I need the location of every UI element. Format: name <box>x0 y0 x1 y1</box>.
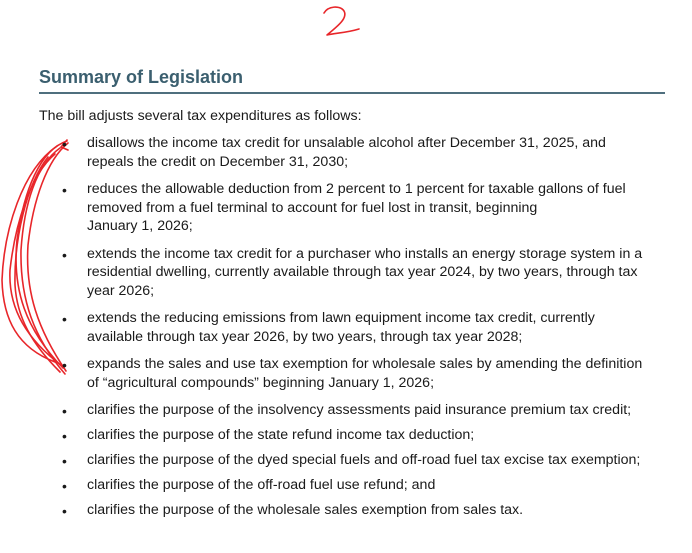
list-item-text-line: January 1, 2026; <box>87 218 193 234</box>
list-item <box>58 180 668 236</box>
list-item-text-line: clarifies the purpose of the wholesale sales exemption from sales tax. <box>87 502 524 518</box>
list-item <box>58 355 668 392</box>
list-item <box>58 451 668 470</box>
list-item <box>58 476 668 495</box>
list-item-text-line: available through tax year 2026, by two years, through tax year 2028; <box>87 328 523 345</box>
list-item-text-line: disallows the income tax credit for unsalable alcohol after December 31, 2025, and <box>87 135 606 151</box>
list-item-text-line: clarifies the purpose of the dyed special fuels and off-road fuel tax excise tax exemption; <box>87 452 641 468</box>
bullet-dot-icon: • <box>62 357 67 373</box>
bullet-dot-icon: • <box>62 503 67 519</box>
list-item-text-line: residential dwelling, currently available through tax year 2024, by two years, through tax <box>87 264 638 280</box>
bullet-dot-icon: • <box>62 428 67 444</box>
section-heading: Summary of Legislation <box>39 64 665 94</box>
list-item <box>58 309 668 346</box>
list-item-text-line: clarifies the purpose of the off-road fuel use refund; and <box>87 477 436 493</box>
list-item <box>58 401 668 420</box>
list-item-text-line: year 2026; <box>87 282 155 299</box>
bullet-dot-icon: • <box>62 182 67 198</box>
list-item <box>58 501 668 520</box>
list-item-text-line: repeals the credit on December 31, 2030; <box>87 153 349 170</box>
intro-paragraph: The bill adjusts several tax expenditures as follows: <box>39 108 362 124</box>
list-item-text-line: expands the sales and use tax exemption for wholesale sales by amending the definition <box>87 356 643 372</box>
list-item-text-line: of “agricultural compounds” beginning January 1, 2026; <box>87 374 435 391</box>
bullet-dot-icon: • <box>62 246 67 263</box>
bullet-dot-icon: • <box>62 403 67 419</box>
handwritten-page-number-mark <box>324 7 359 35</box>
list-item <box>58 134 668 171</box>
bullet-dot-icon: • <box>62 453 67 469</box>
list-item-text-line: reduces the allowable deduction from 2 percent to 1 percent for taxable gallons of fuel <box>87 181 626 197</box>
bullet-dot-icon: • <box>62 136 67 152</box>
bullet-dot-icon: • <box>62 478 67 494</box>
list-item-text-line: extends the reducing emissions from lawn equipment income tax credit, currently <box>87 310 595 326</box>
bullet-dot-icon: • <box>62 311 67 327</box>
summary-bullet-list <box>58 134 668 526</box>
list-item-text-line: clarifies the purpose of the state refund income tax deduction; <box>87 427 475 443</box>
list-item-text-line: clarifies the purpose of the insolvency assessments paid insurance premium tax credit; <box>87 402 632 418</box>
list-item-text-line: removed from a fuel terminal to account for fuel lost in transit, beginning <box>87 199 538 216</box>
list-item-text-line: extends the income tax credit for a purchaser who installs an energy storage system in a <box>87 245 643 262</box>
list-item <box>58 245 668 301</box>
list-item <box>58 426 668 445</box>
